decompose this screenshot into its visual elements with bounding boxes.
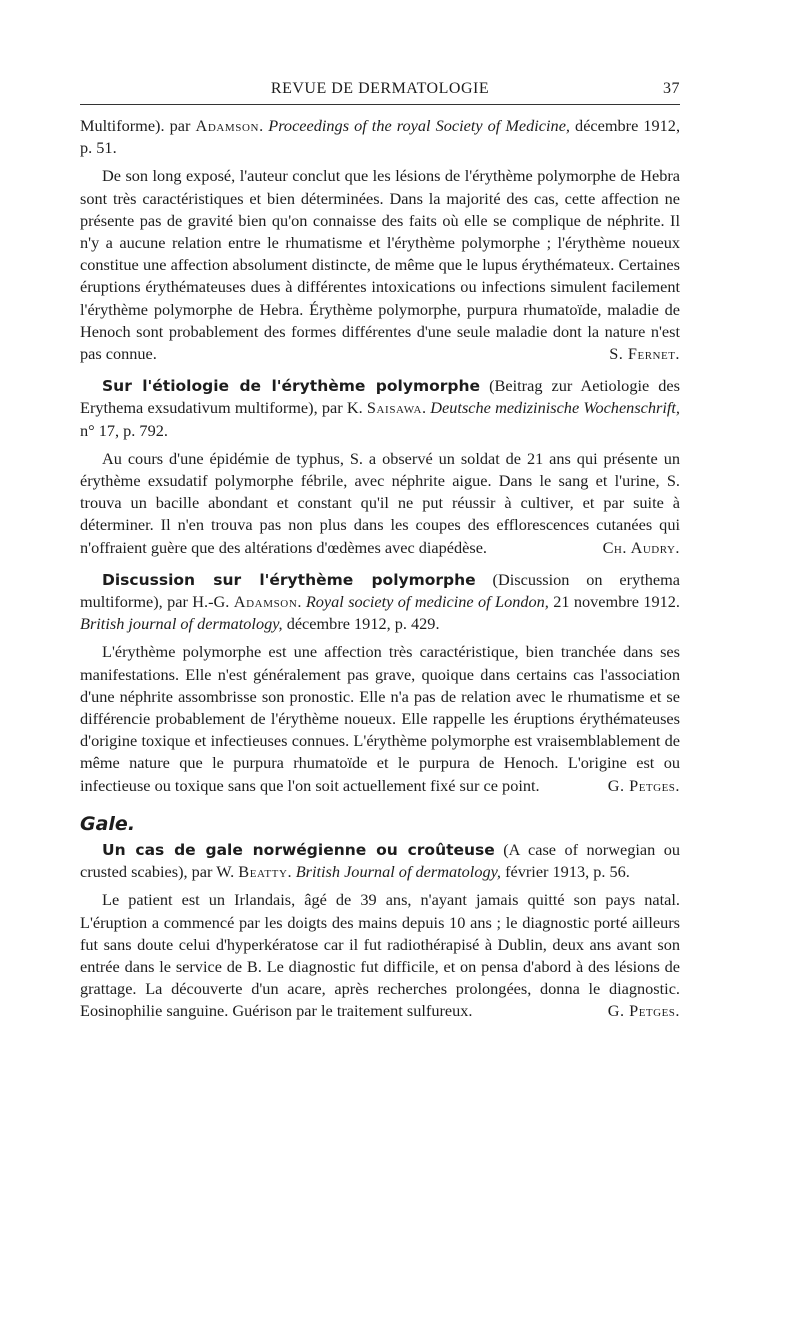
article-author: Adamson [233, 592, 298, 612]
article-journal: Royal society of medicine of London, [305, 592, 549, 612]
signature: G. Petges. [607, 775, 680, 795]
article-heading [80, 375, 680, 442]
article-title: Sur l'étiologie de l'érythème polymorphe [102, 377, 481, 396]
running-title: REVUE DE DERMATOLOGIE [270, 80, 490, 97]
article-body [80, 889, 680, 1022]
signature: G. Petges. [607, 1001, 680, 1021]
body-text: De son long exposé, l'auteur conclut que les lésions de l'érythème polymorphe de Hebra sont très caractéristiques et bien déterminées. Dans la majorité des cas, cette affection ne présente pas de gravité bien qu'on connaisse des faits où elle se complique de néphrite. Il n'y a aucune relation entre le rhumatisme et l'érythème polymorphe ; l'érythème noueux constitue une affection absolument distincte, de même que le lupus érythémateux. Certaines éruptions érythémateuses dues à différentes intoxications ou infections simulent facilement l'érythème polymorphe de Hebra. Érythème polymorphe, purpura rhumatoïde, maladie de Henoch sont probablement des formes différentes d'une seule maladie dont la nature n'est pas connue. [80, 166, 680, 364]
article-body [80, 641, 680, 796]
article-body [80, 448, 680, 559]
section-title: Gale. [80, 812, 136, 835]
article-heading [80, 839, 680, 883]
signature: Ch. Audry. [602, 537, 680, 557]
article-author: Beatty [238, 862, 288, 882]
citation-journal: Proceedings of the royal Society of Medicine, [268, 116, 570, 135]
article-citation: 21 novembre 1912. [548, 592, 680, 612]
article-citation: février 1913, p. 56. [501, 862, 630, 882]
citation-separator: . [287, 862, 296, 882]
body-text: Le patient est un Irlandais, âgé de 39 ans, n'ayant jamais quitté son pays natal. L'éruption a commencé par les doigts des mains depuis 10 ans ; le diagnostic porté ailleurs fut sans doute celui d'hyperkératose car il fut radiothérapisé à Dublin, deux ans avant son entrée dans le service de B. Le diagnostic fut difficile, et on pensa d'abord à des lésions de grattage. La découverte d'un acare, après recherches prolongées, donna le diagnostic. Eosinophilie sanguine. Guérison par le traitement sulfureux. [80, 890, 680, 1021]
page-header [80, 74, 680, 104]
article-subtitle: (A case of norwegian ou crusted scabies), par W. [80, 839, 680, 882]
article-journal: British Journal of dermatology, [295, 862, 502, 882]
continued-citation [80, 115, 680, 159]
article-title: Discussion sur l'érythème polymorphe [102, 570, 476, 589]
page-number: 37 [663, 80, 680, 97]
citation-details: décembre 1912, p. 51. [80, 116, 681, 158]
article-journal: Deutsche medizinische Wochenschrift, [430, 398, 680, 418]
citation-separator: . [422, 398, 431, 418]
article-journal-secondary: British journal of dermatology, [80, 614, 283, 634]
article-subtitle: (Discussion on erythema multiforme), par H.-G. [80, 569, 680, 612]
article-subtitle: (Beitrag zur Aetiologie des Erythema exsudativum multiforme), par K. [80, 376, 680, 418]
journal-page [80, 74, 680, 1023]
citation-separator: . [259, 116, 269, 135]
article-heading [80, 569, 680, 636]
article-title: Un cas de gale norwégienne ou croûteuse [102, 840, 495, 859]
article-citation-secondary: décembre 1912, p. 429. [282, 614, 440, 634]
continued-body [80, 165, 680, 365]
body-text: L'érythème polymorphe est une affection très caractéristique, bien tranchée dans ses manifestations. Elle n'est généralement pas grave, quoique dans certains cas l'association d'une néphrite assombrisse son pronostic. Elle n'a pas de relation avec le rhumatisme et se différencie probablement de l'érythème noueux. Elle rappelle les éruptions érythémateuses d'origine toxique et infectieuses connues. L'érythème polymorphe est vraisemblablement de même nature que le purpura rhumatoïde et le purpura de Henoch. L'origine est ou infectieuse ou toxique sans que l'on soit actuellement fixé sur ce point. [80, 642, 680, 795]
citation-separator: . [297, 592, 306, 612]
article-author: Saisawa [366, 398, 423, 418]
header-rule [80, 104, 680, 105]
citation-author: Adamson [195, 116, 260, 135]
body-text: Au cours d'une épidémie de typhus, S. a observé un soldat de 21 ans qui présente un érythème exsudatif polymorphe fébrile, avec néphrite aigue. Dans le sang et l'urine, S. trouva un bacille abondant et constant qu'il ne put réussir à cultiver, et par suite à déterminer. Il n'en trouva pas non plus dans les coupes des efflorescences cutanées qui n'offraient guère que des altérations d'œdèmes avec diapédèse. [80, 448, 680, 557]
signature: S. Fernet. [609, 344, 680, 364]
article-citation: n° 17, p. 792. [80, 420, 168, 440]
citation-lead: Multiforme). par [80, 116, 196, 135]
